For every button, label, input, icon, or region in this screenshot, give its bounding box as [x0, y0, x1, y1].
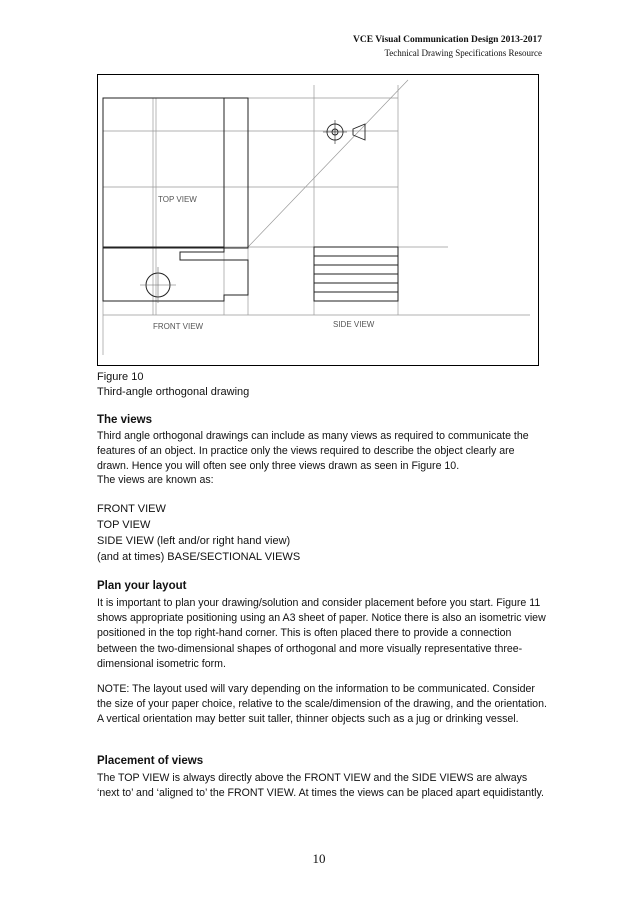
projection-lines [103, 80, 530, 355]
placement-paragraph: The TOP VIEW is always directly above the FRONT VIEW and the SIDE VIEWS are always ‘next to’ and ‘aligned to’ the FRONT VIEW. At times the views can be placed apart equidistantly. [97, 772, 544, 800]
header-subtitle: Technical Drawing Specifications Resource [384, 48, 542, 58]
page-number: 10 [312, 851, 326, 866]
views-intro: The views are known as: [97, 474, 214, 486]
figure-caption-text: Third-angle orthogonal drawing [97, 386, 250, 398]
views-heading: The views [97, 414, 152, 426]
orthogonal-drawing-figure [97, 74, 539, 366]
views-list-item: (and at times) BASE/SECTIONAL VIEWS [97, 551, 301, 563]
layout-note: NOTE: The layout used will vary depending on the information to be communicated. Consider the size of your paper choice, relative to the scale/dimension of the drawing, and the orientation. A vertical orientation may better suit taller, thinner objects such as a jug or drinking vessel. [97, 683, 547, 726]
layout-paragraph: It is important to plan your drawing/solution and consider placement before you start. Figure 11 shows appropriate positioning using an A3 sheet of paper. Notice there is also an isometric view positioned in the top right-hand corner. This is often placed there to provide a connection between the two-dimensional shapes of orthogonal and more visually representative three-dimensional isometric form. [97, 597, 546, 670]
views-list-item: TOP VIEW [97, 519, 151, 531]
front-view-shape [103, 247, 248, 303]
top-view-label: TOP VIEW [158, 195, 197, 204]
header-title: VCE Visual Communication Design 2013-2017 [353, 35, 542, 45]
front-view-label: FRONT VIEW [153, 322, 204, 331]
figure-caption-number: Figure 10 [97, 371, 144, 383]
placement-heading: Placement of views [97, 755, 204, 767]
side-view-shape [314, 247, 398, 301]
views-paragraph: Third angle orthogonal drawings can include as many views as required to communicate the features of an object. In practice only the views required to describe the object clearly are drawn. Hence you will often see only three views drawn as seen in Figure 10. [97, 430, 529, 473]
side-view-label: SIDE VIEW [333, 320, 375, 329]
drawing-svg [98, 75, 538, 365]
views-list-item: FRONT VIEW [97, 503, 166, 515]
projection-symbol [323, 120, 365, 144]
layout-heading: Plan your layout [97, 580, 187, 592]
views-list [97, 501, 300, 565]
views-list-item: SIDE VIEW (left and/or right hand view) [97, 535, 291, 547]
top-view-shape [103, 98, 248, 248]
